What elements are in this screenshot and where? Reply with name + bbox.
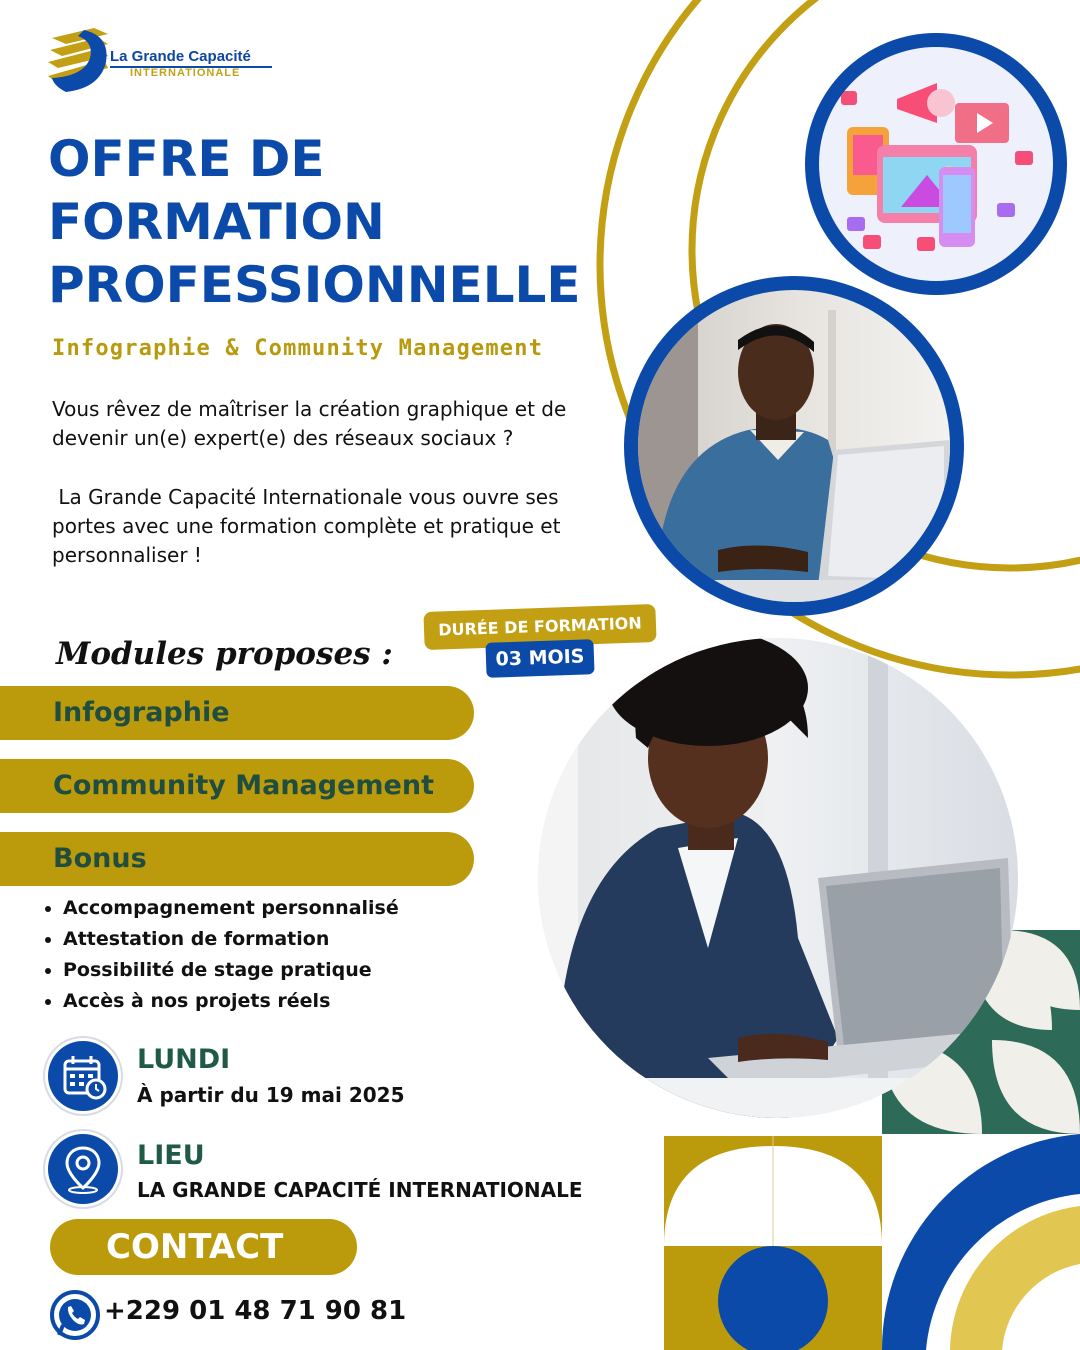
module-bar-infographie: [0, 686, 474, 740]
module-label: Bonus: [53, 843, 147, 874]
brand-sub: INTERNATIONALE: [130, 67, 241, 79]
brand-logo-icon: [44, 26, 110, 96]
arc-pattern: [882, 1134, 1080, 1350]
geometric-pattern-icon: [664, 1136, 882, 1350]
brand-name: La Grande Capacité: [110, 48, 251, 65]
intro-paragraph-2: La Grande Capacité Internationale vous ouvre ses portes avec une formation complète et pratique et personnaliser !: [52, 485, 567, 567]
title-line-1: OFFRE DE: [48, 130, 325, 188]
module-label: Infographie: [53, 697, 230, 728]
woman-figure-icon: [538, 638, 1018, 1118]
schedule-day: LUNDI: [137, 1044, 231, 1075]
woman-laptop-photo: [538, 638, 1018, 1118]
list-item: Possibilité de stage pratique: [44, 955, 399, 986]
location-title: LIEU: [137, 1140, 205, 1171]
social-media-illustration: [805, 33, 1067, 295]
title-line-3: PROFESSIONNELLE: [48, 256, 581, 314]
location-pin-icon: [48, 1134, 118, 1204]
social-media-icon: [819, 47, 1053, 281]
calendar-icon: [48, 1041, 118, 1111]
list-item: Accès à nos projets réels: [44, 986, 399, 1017]
man-laptop-photo: [624, 276, 964, 616]
phone-icon[interactable]: [49, 1289, 101, 1341]
module-bar-community: [0, 759, 474, 813]
module-label: Community Management: [53, 770, 434, 801]
modules-label: Modules proposes :: [56, 636, 393, 672]
phone-number[interactable]: +229 01 48 71 90 81: [104, 1296, 407, 1326]
geometric-block: [664, 1136, 882, 1350]
subtitle: Infographie & Community Management: [52, 336, 544, 361]
schedule-date: À partir du 19 mai 2025: [137, 1083, 405, 1107]
intro-text: [52, 395, 612, 600]
duration-label: DURÉE DE FORMATION: [423, 604, 656, 650]
duration-value: 03 MOIS: [485, 639, 594, 678]
title-line-2: FORMATION: [48, 193, 385, 251]
module-bar-bonus: [0, 832, 474, 886]
list-item: Attestation de formation: [44, 924, 399, 955]
intro-paragraph-1: Vous rêvez de maîtriser la création graphique et de devenir un(e) expert(e) des réseaux sociaux ?: [52, 397, 573, 450]
bonus-list: [44, 893, 399, 1017]
page-title: [48, 128, 581, 317]
list-item: Accompagnement personnalisé: [44, 893, 399, 924]
man-figure-icon: [638, 290, 950, 602]
location-name: LA GRANDE CAPACITÉ INTERNATIONALE: [137, 1178, 583, 1202]
contact-button[interactable]: CONTACT: [50, 1219, 357, 1275]
